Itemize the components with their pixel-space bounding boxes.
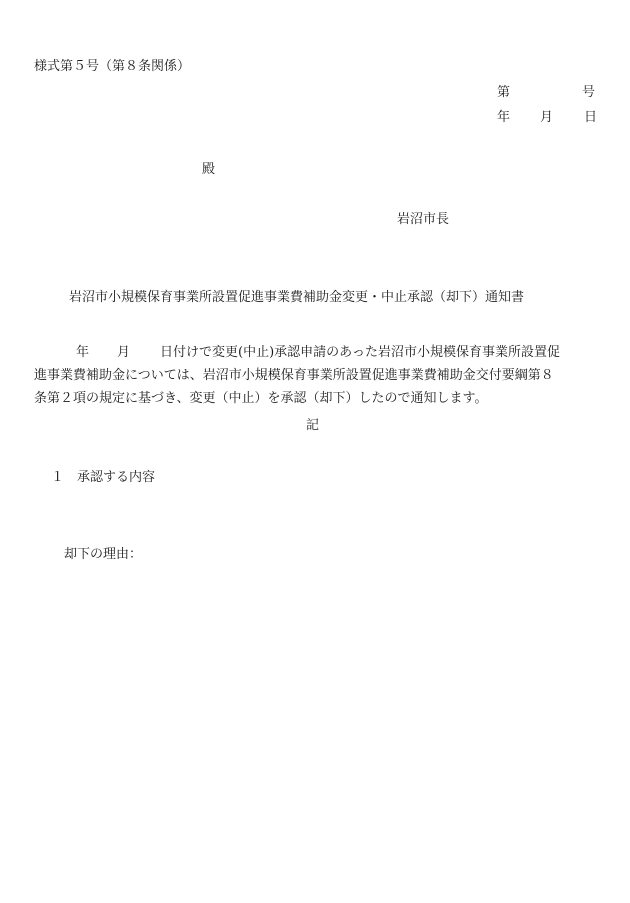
date-year-label: 年: [497, 110, 511, 125]
form-number: 様式第５号（第８条関係）: [34, 59, 191, 74]
body-line-1: [34, 341, 604, 364]
section-number: １: [51, 470, 65, 485]
document-title: 岩沼市小規模保育事業所設置促進事業費補助金変更・中止承認（却下）通知書: [69, 290, 525, 305]
document-number-prefix: 第: [497, 85, 511, 100]
document-number-suffix: 号: [582, 85, 596, 100]
body-line-2: 進事業費補助金については、岩沼市小規模保育事業所設置促進事業費補助金交付要綱第８: [34, 368, 554, 383]
ki-marker: 記: [306, 418, 320, 433]
section-approval-content: [51, 470, 155, 486]
body-line-1-text: 日付けで変更(中止)承認申請のあった岩沼市小規模保育事業所設置促: [160, 345, 561, 360]
date-day-label: 日: [584, 110, 598, 125]
issuer-name: 岩沼市長: [397, 212, 450, 227]
date-month-label: 月: [540, 110, 554, 125]
body-month-label: 月: [117, 345, 131, 360]
body-line-3: 条第２項の規定に基づき、変更（中止）を承認（却下）したので通知します。: [34, 391, 488, 406]
addressee-honorific: 殿: [202, 162, 216, 177]
rejection-reason-label: 却下の理由：: [64, 547, 143, 562]
section-label: 承認する内容: [77, 470, 156, 485]
body-year-label: 年: [76, 345, 90, 360]
body-paragraph: [34, 341, 604, 410]
